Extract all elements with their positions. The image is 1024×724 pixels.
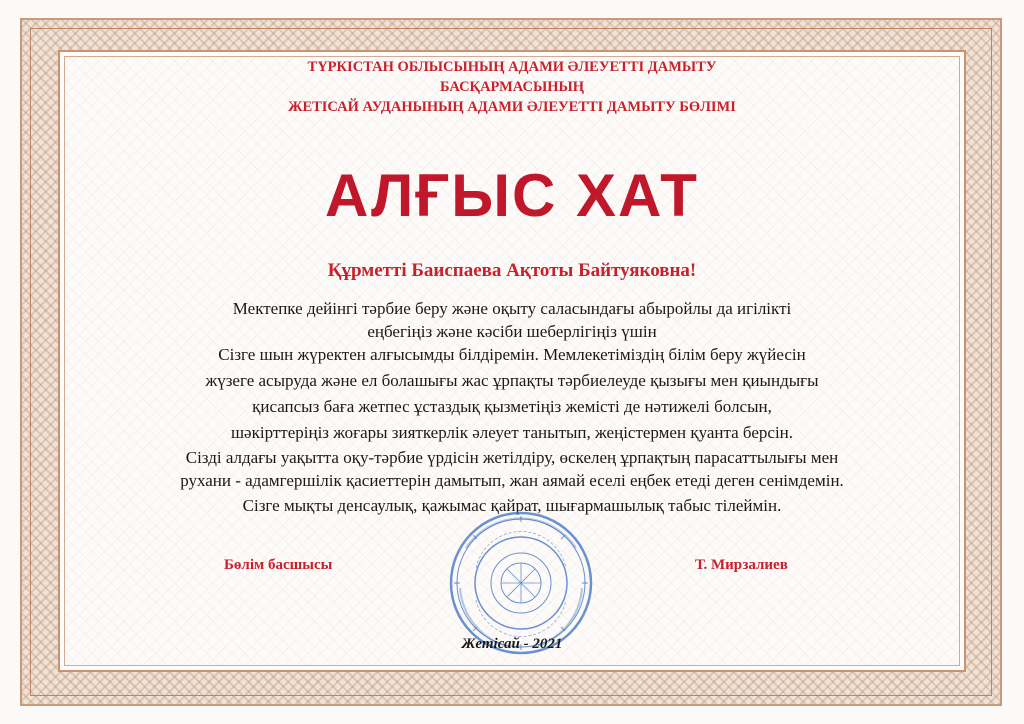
place-and-year: Жетісай - 2021 <box>461 636 563 652</box>
body-line: рухани - адамгершілік қасиеттерін дамытып, жан аямай еселі еңбек етеді деген сенімдемін. <box>180 471 844 490</box>
body-line: еңбегіңіз және кәсіби шеберлігіңіз үшін <box>367 322 657 341</box>
body-line: Сізге шын жүректен алғысымды білдіремін. Мемлекетіміздің білім беру жүйесін <box>218 345 806 364</box>
body-line: қисапсыз баға жетпес ұстаздық қызметіңіз жемісті де нәтижелі болсын, <box>252 397 772 416</box>
body-line: жүзеге асыруда және ел болашығы жас ұрпақты тәрбиелеуде қызығы мен қиындығы <box>205 371 819 390</box>
signatory-name: Т. Мирзалиев <box>695 557 788 573</box>
issuer-line-3: ЖЕТІСАЙ АУДАНЫНЫҢ АДАМИ ӘЛЕУЕТТІ ДАМЫТУ БӨЛІМІ <box>288 99 736 115</box>
body-line: Мектепке дейінгі тәрбие беру және оқыту саласындағы абыройлы да игілікті <box>232 299 792 318</box>
issuer-line-1: ТҮРКІСТАН ОБЛЫСЫНЫҢ АДАМИ ӘЛЕУЕТТІ ДАМЫТУ <box>307 59 717 75</box>
signatory-position: Бөлім басшысы <box>224 557 333 573</box>
document-title: АЛҒЫС ХАТ <box>325 162 699 229</box>
body-line: Сізді алдағы уақытта оқу-тәрбие үрдісін жетілдіру, өскелең ұрпақтың парасаттылығы мен <box>185 448 839 467</box>
issuer-line-2: БАСҚАРМАСЫНЫҢ <box>439 79 585 95</box>
body-line: Сізге мықты денсаулық, қажымас қайрат, шығармашылық табыс тілеймін. <box>242 496 782 515</box>
body-line: шәкірттеріңіз жоғары зияткерлік әлеует танытып, жеңістермен қуанта берсін. <box>230 423 794 442</box>
recipient-greeting: Құрметті Баиспаева Ақтоты Байтуяковна! <box>327 260 697 281</box>
